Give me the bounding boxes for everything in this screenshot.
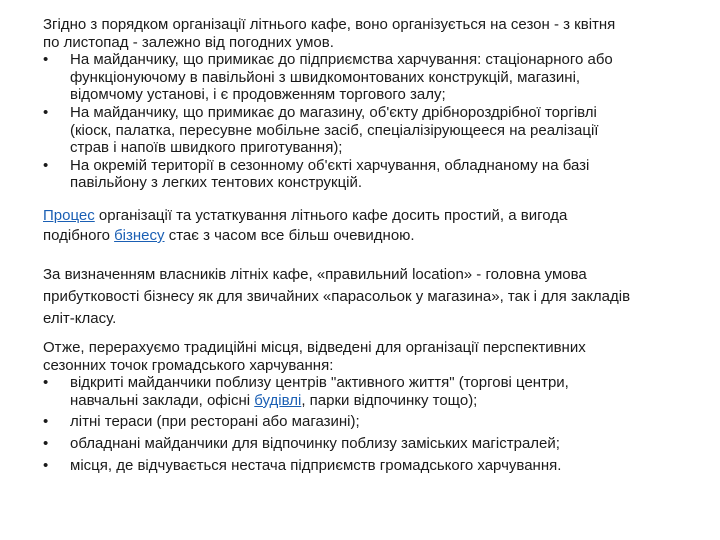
paragraph-process <box>43 206 683 246</box>
bullet-marker: • <box>43 456 49 474</box>
paragraph-line: Отже, перерахуємо традиційні місця, відведені для організації перспективних <box>43 339 586 356</box>
paragraph-line: сезонних точок громадського харчування: <box>43 356 334 374</box>
list-item-text: , парки відпочинку тощо); <box>301 391 478 409</box>
list-item-line: обладнані майданчики для відпочинку поблизу заміських магістралей; <box>70 434 560 452</box>
process-link[interactable]: Процес <box>43 207 95 224</box>
bullet-marker: • <box>43 413 49 431</box>
list-item-line: страв і напоїв швидкого приготування); <box>70 139 343 157</box>
paragraph-line: еліт-класу. <box>43 310 117 327</box>
list-item-line: відкриті майданчики поблизу центрів "активного життя" (торгові центри, <box>70 374 569 392</box>
list-item <box>43 435 683 453</box>
list-item <box>43 157 683 192</box>
bullet-marker: • <box>43 434 49 452</box>
paragraph-line: Згідно з порядком організації літнього кафе, воно організується на сезон - з квітня <box>43 16 616 33</box>
paragraph-text: подібного <box>43 227 115 244</box>
list-item-line: місця, де відчувається нестача підприємств громадського харчування. <box>70 456 562 474</box>
business-link[interactable]: бізнесу <box>114 227 165 244</box>
paragraph-text: стає з часом все більш очевидною. <box>164 227 415 244</box>
list-item <box>43 457 683 475</box>
paragraph-season <box>43 16 683 192</box>
list-item-line: На майданчику, що примикає до магазину, об'єкту дрібнороздрібної торгівлі <box>70 103 597 121</box>
list-item-line: На майданчику, що примикає до підприємства харчування: стаціонарного або <box>70 51 613 69</box>
paragraph-line: За визначенням власників літніх кафе, «правильний location» - головна умова <box>43 266 587 283</box>
list-item <box>43 413 683 431</box>
list-item-line: функціонуючому в павільйоні з швидкомонтованих конструкцій, магазині, <box>70 68 581 86</box>
list-item-line: відомчому установі, і є продовженням торгового залу; <box>70 86 446 104</box>
buildings-link[interactable]: будівлі <box>254 391 302 409</box>
paragraph-line: по листопад - залежно від погодних умов. <box>43 33 334 51</box>
list-item-line: На окремій території в сезонному об'єкті харчування, обладнаному на базі <box>70 156 590 174</box>
bullet-marker: • <box>43 103 49 121</box>
list-item-line: (кіоск, палатка, пересувне мобільне засіб, спеціалізірующееся на реалізації <box>70 121 599 139</box>
list-item <box>43 374 683 409</box>
paragraph-places <box>43 339 683 474</box>
list-item-line <box>70 392 683 410</box>
list-item <box>43 104 683 157</box>
list-item-line: павільйону з легких тентових конструкцій. <box>70 174 363 192</box>
bullet-marker: • <box>43 51 49 69</box>
paragraph-line <box>43 206 683 226</box>
paragraph-text: організації та устаткування літнього кафе досить простий, а вигода <box>94 207 568 224</box>
bullet-marker: • <box>43 374 49 392</box>
paragraph-location <box>43 264 683 330</box>
list-item-text: навчальні заклади, офісні <box>70 391 255 409</box>
paragraph-line <box>43 226 683 246</box>
bullet-marker: • <box>43 156 49 174</box>
paragraph-line: прибутковості бізнесу як для звичайних «парасольок у магазина», так і для закладів <box>43 288 631 305</box>
list-item-line: літні тераси (при ресторані або магазині); <box>70 413 360 431</box>
list-item <box>43 51 683 104</box>
